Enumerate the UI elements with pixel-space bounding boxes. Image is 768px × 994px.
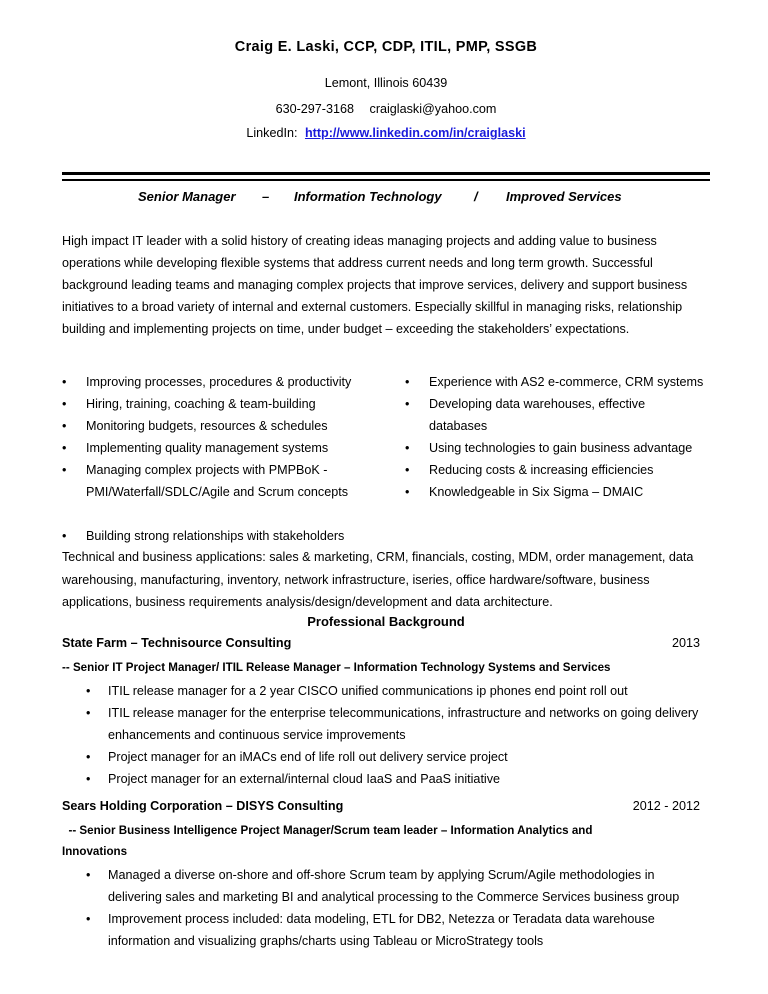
summary-paragraph: High impact IT leader with a solid history of creating ideas managing projects and adding value to business operations while developing flexible systems that address current needs and long term growth. Successful background leading teams and managing complex projects that improve services, delivery and support business initiatives to a broad variety of internal and external customers. Especially skillful in managing risks, relationship building and implementing projects on time, under budget – exceeding the stakeholders’ expectations. <box>62 234 688 336</box>
divider-thick <box>62 172 710 175</box>
skill-item: • Improving processes, procedures & productivity <box>62 371 362 393</box>
job-entry <box>62 636 710 790</box>
linkedin-link[interactable]: http://www.linkedin.com/in/craiglaski <box>304 126 526 140</box>
contact-line <box>62 102 710 116</box>
job-company: State Farm – Technisource Consulting <box>62 636 292 650</box>
address: Lemont, Illinois 60439 <box>324 76 448 90</box>
phone: 630-297-3168 <box>275 102 355 116</box>
technical-paragraph: Technical and business applications: sales & marketing, CRM, financials, costing, MDM, order management, data warehousing, manufacturing, inventory, network infrastructure, iseries, office hardware/software, business applications, business requirements analysis/design/development and data architecture. <box>62 550 694 609</box>
skill-item: • Developing data warehouses, effective databases <box>405 393 654 437</box>
headline-sep1: – <box>262 189 270 204</box>
job-years: 2013 <box>671 636 700 650</box>
linkedin-label: LinkedIn: <box>246 126 298 140</box>
linkedin-line <box>62 126 710 140</box>
divider-thin <box>62 179 710 181</box>
job-bullet: • Improvement process included: data modeling, ETL for DB2, Netezza or Teradata data warehouse information and visualizing graphs/charts using Tableau or MicroStrategy tools <box>108 908 710 952</box>
job-bullet: • Managed a diverse on-shore and off-shore Scrum team by applying Scrum/Agile methodologies in delivering sales and marketing BI and analytical processing to the Commerce Services business group <box>108 864 710 908</box>
job-bullet: • ITIL release manager for the enterprise telecommunications, infrastructure and networks on going delivery enhancements and continuous service improvements <box>108 702 710 746</box>
skills-right-column <box>405 371 710 503</box>
job-company: Sears Holding Corporation – DISYS Consulting <box>62 799 344 813</box>
job-bullet: • Project manager for an iMACs end of life roll out delivery service project <box>108 746 710 768</box>
skill-item: • Knowledgeable in Six Sigma – DMAIC <box>405 481 710 503</box>
skill-item: • Experience with AS2 e-commerce, CRM systems <box>405 371 710 393</box>
job-bullets <box>62 680 710 790</box>
headline-part3: Improved Services <box>506 189 622 204</box>
headline-part1: Senior Manager <box>138 189 236 204</box>
job-years: 2012 - 2012 <box>632 799 700 813</box>
job-role: -- Senior Business Intelligence Project Manager/Scrum team leader – Information Analytics and Innovations <box>62 824 596 858</box>
job-entry <box>62 799 710 952</box>
skill-item: • Using technologies to gain business advantage <box>405 437 710 459</box>
section-title: Professional Background <box>307 614 465 629</box>
email[interactable]: craiglaski@yahoo.com <box>369 102 497 116</box>
job-role: -- Senior IT Project Manager/ ITIL Release Manager – Information Technology Systems and Services <box>62 661 611 674</box>
job-bullets <box>62 864 710 952</box>
skill-item: • Monitoring budgets, resources & schedules <box>62 415 362 437</box>
headline-part2: Information Technology <box>294 189 442 204</box>
job-bullet: • ITIL release manager for a 2 year CISCO unified communications ip phones end point roll out <box>108 680 710 702</box>
skill-item: • Managing complex projects with PMPBoK - PMI/Waterfall/SDLC/Agile and Scrum concepts <box>62 459 354 503</box>
headline-sep2: / <box>474 189 478 204</box>
skill-item: • Hiring, training, coaching & team-building <box>62 393 362 415</box>
candidate-name: Craig E. Laski, CCP, CDP, ITIL, PMP, SSGB <box>234 39 538 55</box>
skill-item: • Building strong relationships with stakeholders <box>62 525 344 547</box>
job-bullet: • Project manager for an external/internal cloud IaaS and PaaS initiative <box>108 768 710 790</box>
skills-left-column <box>62 371 362 503</box>
skill-item: • Reducing costs & increasing efficiencies <box>405 459 710 481</box>
skill-item: • Implementing quality management systems <box>62 437 362 459</box>
